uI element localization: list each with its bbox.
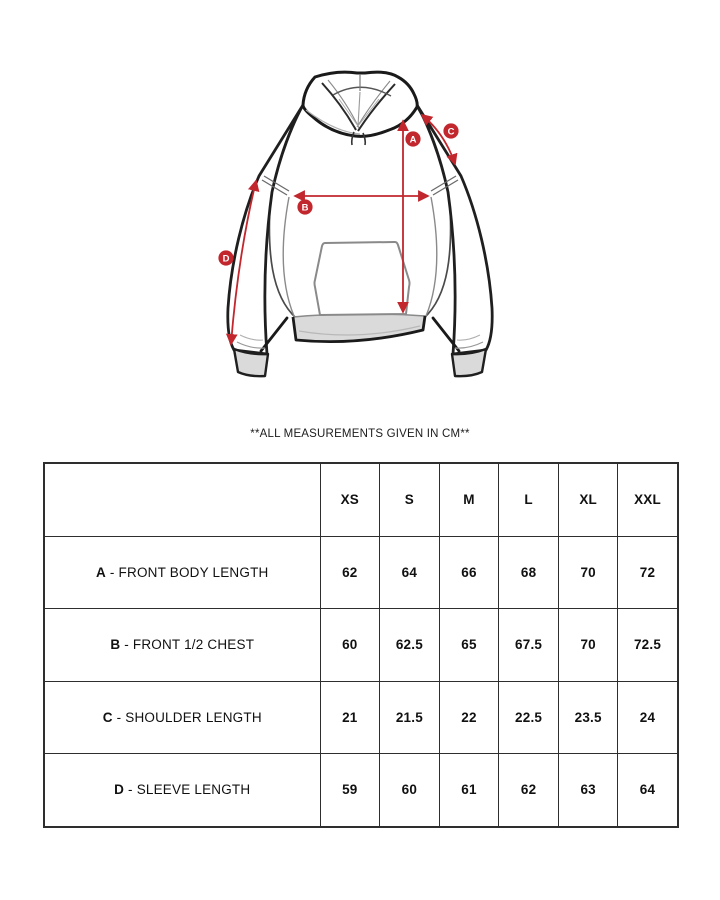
size-chart-body bbox=[44, 536, 678, 827]
size-col-header-s: S bbox=[380, 463, 440, 536]
svg-text:B: B bbox=[301, 202, 309, 214]
cell-a-xs: 62 bbox=[320, 536, 380, 609]
cell-c-l: 22.5 bbox=[499, 681, 559, 754]
right-cuff bbox=[452, 349, 486, 376]
cell-b-xl: 70 bbox=[558, 609, 618, 682]
measurement-row-label-d: D - SLEEVE LENGTH bbox=[44, 754, 320, 827]
waistband bbox=[293, 314, 425, 342]
hoodie-diagram bbox=[0, 0, 720, 430]
cell-b-m: 65 bbox=[439, 609, 499, 682]
cell-a-l: 68 bbox=[499, 536, 559, 609]
svg-text:C: C bbox=[447, 126, 455, 138]
cell-d-l: 62 bbox=[499, 754, 559, 827]
measurement-label-d bbox=[218, 250, 233, 265]
cell-c-m: 22 bbox=[439, 681, 499, 754]
measurement-label-b bbox=[297, 199, 312, 214]
size-chart-table bbox=[43, 462, 679, 828]
svg-text:D: D bbox=[222, 253, 230, 265]
cell-d-xs: 59 bbox=[320, 754, 380, 827]
kangaroo-pocket bbox=[315, 242, 410, 315]
cell-d-m: 61 bbox=[439, 754, 499, 827]
cell-c-s: 21.5 bbox=[380, 681, 440, 754]
measurements-note: **ALL MEASUREMENTS GIVEN IN CM** bbox=[250, 428, 470, 440]
cell-c-xl: 23.5 bbox=[558, 681, 618, 754]
cell-c-xs: 21 bbox=[320, 681, 380, 754]
cell-d-xxl: 64 bbox=[618, 754, 678, 827]
size-col-header-l: L bbox=[499, 463, 559, 536]
measurement-row-label-b: B - FRONT 1/2 CHEST bbox=[44, 609, 320, 682]
cell-b-s: 62.5 bbox=[380, 609, 440, 682]
corner-cell bbox=[44, 463, 320, 536]
measurement-row-c bbox=[44, 681, 678, 754]
left-cuff bbox=[234, 349, 268, 376]
measurement-row-d bbox=[44, 754, 678, 827]
cell-c-xxl: 24 bbox=[618, 681, 678, 754]
cell-a-xxl: 72 bbox=[618, 536, 678, 609]
measurement-row-label-c: C - SHOULDER LENGTH bbox=[44, 681, 320, 754]
size-col-header-m: M bbox=[439, 463, 499, 536]
measurement-row-b bbox=[44, 609, 678, 682]
cell-a-m: 66 bbox=[439, 536, 499, 609]
svg-text:A: A bbox=[409, 134, 417, 146]
cell-d-xl: 63 bbox=[558, 754, 618, 827]
cell-a-s: 64 bbox=[380, 536, 440, 609]
cell-a-xl: 70 bbox=[558, 536, 618, 609]
cell-b-xxl: 72.5 bbox=[618, 609, 678, 682]
size-col-header-xxl: XXL bbox=[618, 463, 678, 536]
hoodie-diagram-svg bbox=[0, 0, 720, 430]
cell-d-s: 60 bbox=[380, 754, 440, 827]
cell-b-l: 67.5 bbox=[499, 609, 559, 682]
measurement-row-a bbox=[44, 536, 678, 609]
size-col-header-xl: XL bbox=[558, 463, 618, 536]
measurement-label-a bbox=[405, 131, 420, 146]
measurement-row-label-a: A - FRONT BODY LENGTH bbox=[44, 536, 320, 609]
size-col-header-xs: XS bbox=[320, 463, 380, 536]
cell-b-xs: 60 bbox=[320, 609, 380, 682]
size-header-row bbox=[44, 463, 678, 536]
measurement-label-c bbox=[443, 123, 458, 138]
